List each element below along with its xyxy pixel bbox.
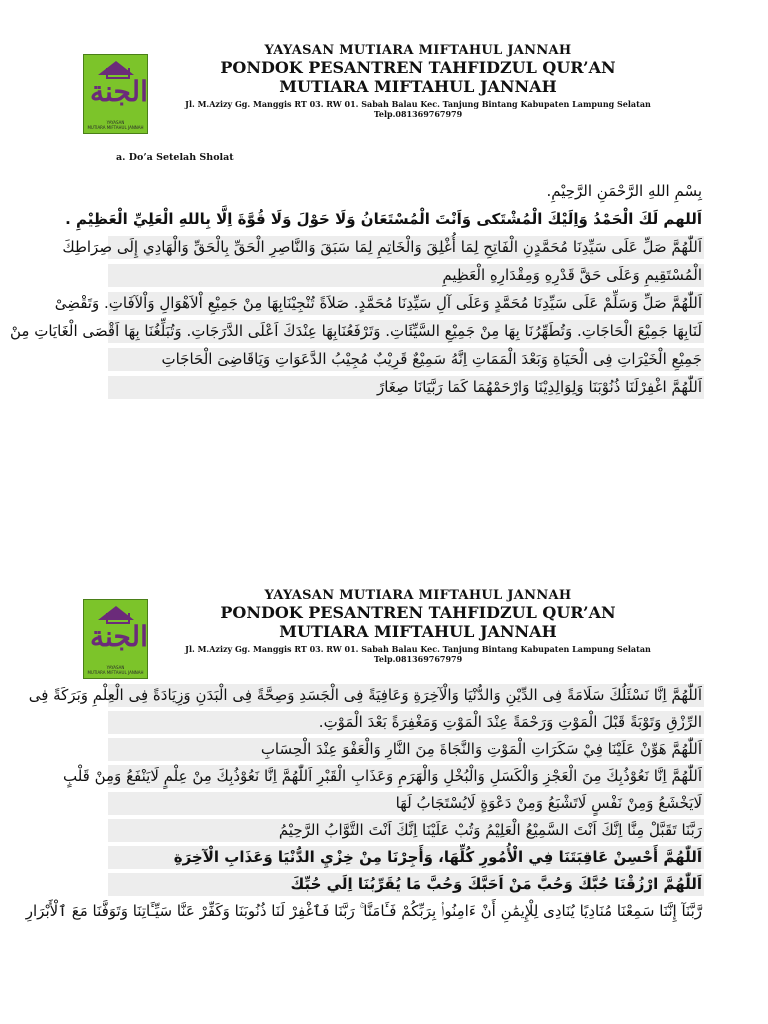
prayer-line: اَللّٰهُمَّ هَوِّنْ عَلَيْنَا فِيْ سَكَرَاتِ الْمَوْتِ وَالنَّجَاةَ مِنَ النَّارِ وَالْعَفْوَ عِنْدَ الْحِسَابِ <box>108 738 704 761</box>
letterhead <box>0 589 768 679</box>
prayer-line: اَللهم لَكَ الْحَمْدُ وَاِلَيْكَ الْمُشْتَكى وَاَنْتَ الْمُسْتَعَانُ وَلَا حَوْلَ وَلَا قُوَّةَ اِلَّا بِاللهِ الْعَلِيِّ الْعَظِيْمِ . <box>65 210 702 228</box>
school-name-2: MUTIARA MIFTAHUL JANNAH <box>279 77 557 96</box>
prayer-line: اَللّٰهُمَّ اغْفِرْلَنَا ذُنُوْبَنَا وَلِوَالِدِيْنَا وَارْحَمْهُمَا كَمَا رَبَّيَانَا صِغَارً <box>108 376 704 399</box>
prayer-line: اَللّٰهُمَّ صَلِّ عَلَى سَيِّدِنَا مُحَمَّدٍنِ الْفَاتِحِ لِمَا أُغْلِقَ وَالْخَاتِمِ لِمَا سَبَقَ وَالنَّاصِرِ الْحَقِّ بِالْحَقِّ وَالْهَادِي إِلَى صِرَاطِكَ <box>108 236 704 259</box>
prayer-text-2 <box>25 684 704 923</box>
prayer-line: رَبَّنَا تَقَبَّلْ مِنَّا اِنَّكَ اَنْتَ السَّمِيْعُ الْعَلِيْمُ وَتُبْ عَلَيْنَا اِنَّكَ اَنْتَ التَّوَّابُ الرَّحِيْمُ <box>108 819 704 842</box>
foundation-name: YAYASAN MUTIARA MIFTAHUL JANNAH <box>264 588 572 603</box>
school-logo-icon: الجنة YAYASAN MUTIARA MIFTAHUL JANNAH <box>83 54 148 134</box>
prayer-line: الرِّزْقِ وَتَوْبَةً قَبْلَ الْمَوْتِ وَرَحْمَةً عِنْدَ الْمَوْتِ وَمَغْفِرَةً بَعْدَ الْمَوْتِ. <box>108 711 704 734</box>
prayer-line: لَايَخْشَعُ وَمِنْ نَفْسٍ لَاتَشْبَعُ وَمِنْ دَعْوَةٍ لَايُسْتَجَابُ لَهَا <box>108 792 704 815</box>
school-name-2: MUTIARA MIFTAHUL JANNAH <box>279 622 557 641</box>
prayer-line: لَنَابِهَا جَمِيْعَ الْحَاجَاتِ. وَتُطَهِّرُنَا بِهَا مِنْ جَمِيْعِ السَّيِّئَاتِ. وَتَرْفَعُنَابِهَا عِنْدَكَ اَعْلَى الدَّرَجَاتِ. وَتُبَلِّغُنَا بِهَا اَقْصَى الْغَايَاتِ مِنْ <box>108 320 704 343</box>
prayer-line: رَّبَّنَآ إِنَّنَا سَمِعْنَا مُنَادِيًا يُنَادِى لِلْإِيمَٰنِ أَنْ ءَامِنُوا۟ بِرَبِّكُمْ فَـَٔامَنَّا ۚ رَبَّنَا فَٱغْفِرْ لَنَا ذُنُوبَنَا وَكَفِّرْ عَنَّا سَيِّـَٔاتِنَا وَتَوَفَّنَا مَعَ ٱلْأَبْرَارِ <box>25 902 702 920</box>
prayer-line: اَللّٰهُمَّ أَحْسِنْ عَاقِبَتَنَا فِي الْأُمُورِ كُلِّهَا، وَأَجِرْنَا مِنْ خِزْيِ الدُّنْيَا وَعَذَابِ الْآخِرَةِ <box>108 846 704 869</box>
address: Jl. M.Azizy Gg. Manggis RT 03. RW 01. Sabah Balau Kec. Tanjung Bintang Kabupaten Lampung Selatan <box>185 644 651 654</box>
school-name: PONDOK PESANTREN TAHFIDZUL QUR’AN <box>220 58 616 77</box>
prayer-line: اَللّٰهُمَّ ارْزُقْنَا حُبَّكَ وَحُبَّ مَنْ اَحَبَّكَ وَحُبَّ مَا يُقَرِّبُنَا اِلَي حُبِّكَ <box>108 873 704 896</box>
prayer-line: الْمُسْتَقِيمِ وَعَلَى حَقَّ قَدْرِهِ وَمِقْدَارِهِ الْعَظِيمِ <box>108 264 704 287</box>
phone: Telp.081369767979 <box>373 654 463 664</box>
prayer-line: اَللّٰهُمَّ اِنَّا نَسْئَلُكَ سَلَامَةً فِى الدِّيْنِ وَالدُّنْيَا وَالْآخِرَةِ وَعَافِيَةً فِى الْجَسَدِ وَصِحَّةً فِى الْبَدَنِ وَزِيَادَةً فِى الْعِلْمِ وَبَرَكَةً فِى <box>108 684 704 707</box>
address: Jl. M.Azizy Gg. Manggis RT 03. RW 01. Sabah Balau Kec. Tanjung Bintang Kabupaten Lampung Selatan <box>185 99 651 109</box>
phone: Telp.081369767979 <box>373 109 463 119</box>
prayer-line: بِسْمِ اللهِ الرَّحْمَنِ الرَّحِيْمِ. <box>546 182 702 200</box>
section-subtitle: a. Do’a Setelah Sholat <box>116 152 234 163</box>
prayer-line: جَمِيْعِ الْخَيْرَاتِ فِى الْحَيَاةِ وَبَعْدَ الْمَمَاتِ اِنَّهُ سَمِيْعٌ قَرِيْبٌ مُجِيْبُ الدَّعَوَاتِ وَيَاقَاضِىَ الْحَاجَاتِ <box>108 348 704 371</box>
school-logo-icon: الجنة YAYASAN MUTIARA MIFTAHUL JANNAH <box>83 599 148 679</box>
foundation-name: YAYASAN MUTIARA MIFTAHUL JANNAH <box>264 43 572 58</box>
school-name: PONDOK PESANTREN TAHFIDZUL QUR’AN <box>220 603 616 622</box>
prayer-line: اَللّٰهُمَّ اِنَّا نَعُوْذُبِكَ مِنَ الْعَجْزِ وَالْكَسَلِ وَالْبُخْلِ وَالْهَرَمِ وَعَذَابِ الْقَبْرِ اَللّٰهُمَّ اِنَّا نَعُوْذُبِكَ مِنْ عِلْمٍ لَايَنْفَعُ وَمِنْ قَلْبٍ <box>108 765 704 788</box>
prayer-line: اَللّٰهُمَّ صَلِّ وَسَلِّمْ عَلَى سَيِّدِنَا مُحَمَّدٍ وَعَلَى آلِ سَيِّدِنَا مُحَمَّدٍ. صَلاَةً تُنْجِيْنَابِهَا مِنْ جَمِيْعِ اْلاَهْوَالِ وَاْلآفَاتِ. وَتَقْضِىْ <box>108 292 704 315</box>
